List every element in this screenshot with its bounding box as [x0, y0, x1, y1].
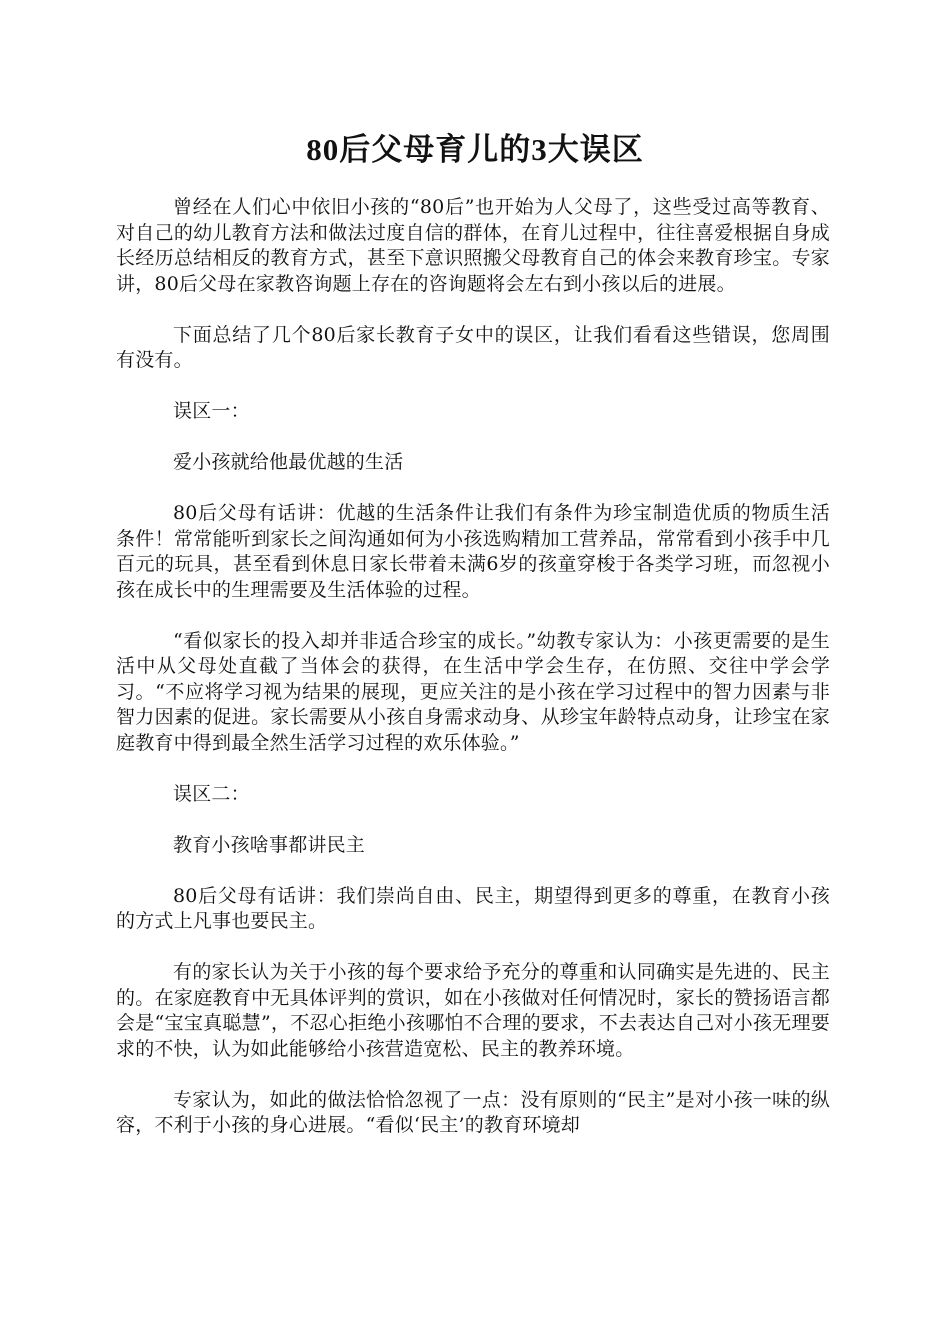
paragraph-expert-view-1: “看似家长的投入却并非适合珍宝的成长。”幼教专家认为：小孩更需要的是生活中从父母处直截了当体会的获得，在生活中学会生存，在仿照、交往中学会学习。“不应将学习视为结果的展现，更应关注的是小孩在学习过程中的智力因素与非智力因素的促进。家长需要从小孩自身需求动身、从珍宝年龄特点动身，让珍宝在家庭教育中得到最全然生活学习过程的欢乐体验。”: [116, 629, 830, 754]
document-body: [116, 195, 830, 1164]
section-heading-mistake-1: 误区一：: [173, 400, 250, 422]
document-title: 80后父母育儿的3大误区: [306, 132, 644, 167]
paragraph-parents-view-2: 80后父母有话讲：我们崇尚自由、民主，期望得到更多的尊重，在教育小孩的方式上凡事也要民主。: [116, 884, 830, 932]
section-subheading-mistake-2: 教育小孩啥事都讲民主: [173, 833, 366, 856]
paragraph-parents-view-1: 80后父母有话讲：优越的生活条件让我们有条件为珍宝制造优质的物质生活条件！常常能听到家长之间沟通如何为小孩选购精加工营养品，常常看到小孩手中几百元的玩具，甚至看到休息日家长带着未满6岁的孩童穿梭于各类学习班，而忽视小孩在成长中的生理需要及生活体验的过程。: [116, 502, 830, 601]
paragraph-intro: 曾经在人们心中依旧小孩的“80后”也开始为人父母了，这些受过高等教育、对自己的幼儿教育方法和做法过度自信的群体，在育儿过程中，往往喜爱根据自身成长经历总结相反的教育方式，甚至下意识照搬父母教育自己的体会来教育珍宝。专家讲，80后父母在家教咨询题上存在的咨询题将会左右到小孩以后的进展。: [116, 196, 830, 295]
section-heading-mistake-2: 误区二：: [173, 782, 250, 805]
paragraph-summary: 下面总结了几个80后家长教育子女中的误区，让我们看看这些错误，您周围有没有。: [116, 323, 830, 371]
section-subheading-mistake-1: 爱小孩就给他最优越的生活: [173, 451, 404, 473]
paragraph-expert-view-2: 专家认为，如此的做法恰恰忽视了一点：没有原则的“民主”是对小孩一味的纵容，不利于小孩的身心进展。“看似‘民主’的教育环境却: [116, 1088, 830, 1136]
paragraph-example-2: 有的家长认为关于小孩的每个要求给予充分的尊重和认同确实是先进的、民主的。在家庭教育中无具体评判的赏识，如在小孩做对任何情况时，家长的赞扬语言都会是“宝宝真聪慧”，不忍心拒绝小孩哪怕不合理的要求，不去表达自己对小孩无理要求的不快，认为如此能够给小孩营造宽松、民主的教养环境。: [116, 961, 830, 1060]
